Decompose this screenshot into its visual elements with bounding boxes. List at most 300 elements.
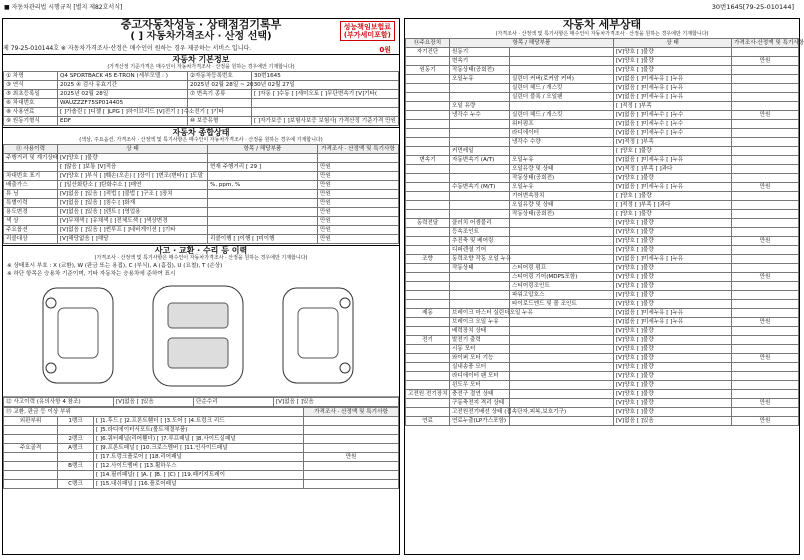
- detail-cell: [V]없음 [ ]미세누유 [ ]누유: [614, 255, 732, 264]
- detail-row: [406, 408, 799, 417]
- detail-cell: 오일누유: [510, 183, 614, 192]
- detail-cell: [450, 93, 510, 102]
- detail-cell: 제동: [406, 309, 450, 318]
- detail-cell: [V]양호 [ ]불량: [614, 57, 732, 66]
- detail-cell: [ ]적정 [ ]부족: [614, 102, 732, 111]
- detail-cell: [V]양호 [ ]불량: [614, 300, 732, 309]
- detail-cell: [406, 120, 450, 129]
- detail-cell: 오일유량 및 상태: [510, 165, 614, 174]
- detail-cell: [732, 381, 799, 390]
- status-row: [4, 190, 399, 199]
- car-right-side: [283, 288, 353, 383]
- detail-cell: [V]양호 [ ]불량: [614, 219, 732, 228]
- detail-cell: 전기: [406, 336, 450, 345]
- status-table: [3, 144, 399, 244]
- detail-row: [406, 246, 799, 255]
- detail-cell: [450, 273, 510, 282]
- detail-row: [406, 192, 799, 201]
- detail-cell: [732, 84, 799, 93]
- exchange-cell: [4, 480, 58, 489]
- status-note: (색상, 주요옵션, 가격조사 · 산정액 및 특기사항은 매수인이 자동차가격조사 · 산정을 원하는 경우에 기재합니다): [79, 137, 323, 143]
- status-header-cell: 가격조사 · 산정액 및 특기사항: [318, 145, 399, 154]
- detail-row: [406, 354, 799, 363]
- detail-cell: [V]양호 [ ]불량: [614, 228, 732, 237]
- detail-cell: [406, 327, 450, 336]
- detail-cell: [510, 345, 614, 354]
- detail-cell: [V]없음 [ ]미세누유 [ ]누유: [614, 75, 732, 84]
- exchange-cell: [ ]17.트렁크플로어 [ ]18.리어패널: [94, 453, 304, 462]
- detail-cell: [406, 408, 450, 417]
- accident-note: (가격조사 · 산정액 및 특기사항은 매수인이 자동차가격조사 · 산정을 원하는 경우에만 기재합니다): [94, 255, 308, 261]
- detail-cell: [V]없음 [ ]있음: [614, 417, 732, 426]
- detail-cell: [406, 57, 450, 66]
- detail-cell: 만원: [732, 237, 799, 246]
- detail-row: [406, 291, 799, 300]
- detail-cell: [510, 66, 614, 75]
- detail-cell: [V]없음 [ ]미세누수 [ ]누수: [614, 111, 732, 120]
- detail-cell: [406, 237, 450, 246]
- detail-row: [406, 255, 799, 264]
- exchange-cell: [ ]9.프론트패널 [ ]10.크로스멤버 [ ]11.인사이드패널: [94, 444, 304, 453]
- car-rear-window: [168, 338, 228, 368]
- status-row: [4, 199, 399, 208]
- exchange-price-cell: [304, 462, 399, 471]
- detail-cell: [406, 381, 450, 390]
- detail-cell: 파워고압호스: [510, 291, 614, 300]
- detail-cell: [510, 102, 614, 111]
- status-cell: 튜 닝: [4, 190, 58, 199]
- detail-row: [406, 381, 799, 390]
- detail-header-cell: ⑭주요장치: [406, 39, 450, 48]
- status-cell: [208, 199, 318, 208]
- accident-cell: [V]없음 [ ]있음: [114, 398, 194, 407]
- detail-cell: [ ]양호 [ ]불량: [614, 192, 732, 201]
- basic-info-row: [4, 90, 399, 99]
- exchange-row: [4, 453, 399, 462]
- status-cell: 주행거리 및 계기상태: [4, 154, 58, 163]
- detail-cell: 실린더 헤드 / 개스킷: [510, 84, 614, 93]
- detail-cell: [V]없음 [ ]미세누유 [ ]누유: [614, 84, 732, 93]
- detail-cell: 조향: [406, 255, 450, 264]
- status-cell: [V]없음 [ ]있음 [ ]렌트 [ ]영업용: [58, 208, 208, 217]
- detail-cell: 만원: [732, 111, 799, 120]
- detail-cell: [732, 129, 799, 138]
- detail-cell: [732, 327, 799, 336]
- detail-cell: [732, 309, 799, 318]
- car-left-wheel-rear: [46, 363, 56, 373]
- basic-info-row: [4, 108, 399, 117]
- status-cell: 용도변경: [4, 208, 58, 217]
- exchange-price-header: 가격조사 · 산정액 및 특기사항: [304, 408, 399, 417]
- exchange-row: [4, 444, 399, 453]
- detail-row: [406, 345, 799, 354]
- status-cell: [V]없음 [ ]있음 [ ]침수 [ ]화재: [58, 199, 208, 208]
- exchange-price-cell: [304, 435, 399, 444]
- detail-cell: 만원: [732, 417, 799, 426]
- detail-cell: 실린더 블록 / 오일팬: [510, 93, 614, 102]
- detail-cell: [406, 246, 450, 255]
- basic-info-cell: 2025년 02월 28일: [58, 90, 188, 99]
- exchange-cell: 2랭크: [58, 435, 94, 444]
- status-row: [4, 181, 399, 190]
- detail-cell: [406, 102, 450, 111]
- detail-cell: [510, 417, 614, 426]
- detail-cell: [V]없음 [ ]미세누유 [ ]누유: [614, 309, 732, 318]
- detail-title: 자동차 세부상태: [562, 18, 642, 31]
- status-cell: 만원: [318, 235, 399, 244]
- detail-row: [406, 363, 799, 372]
- detail-cell: 기어변속장치: [510, 192, 614, 201]
- detail-cell: [V]양호 [ ]불량: [614, 372, 732, 381]
- detail-cell: 만원: [732, 399, 799, 408]
- status-cell: 특별이력: [4, 199, 58, 208]
- detail-cell: 충전구 절연 상태: [450, 390, 510, 399]
- detail-cell: 원동기: [406, 66, 450, 75]
- detail-cell: [510, 354, 614, 363]
- detail-cell: [V]양호 [ ]불량: [614, 327, 732, 336]
- status-cell: 주요옵션: [4, 226, 58, 235]
- car-diagram: [3, 278, 399, 397]
- detail-cell: 추진축 및 베어링: [450, 237, 510, 246]
- detail-cell: [V]없음 [ ]미세누유 [ ]누유: [614, 318, 732, 327]
- basic-info-cell: [188, 99, 252, 108]
- status-row: [4, 154, 399, 163]
- detail-cell: [732, 291, 799, 300]
- detail-row: [406, 300, 799, 309]
- exchange-cell: [4, 453, 58, 462]
- status-cell: 만원: [318, 172, 399, 181]
- detail-cell: [732, 363, 799, 372]
- detail-cell: [732, 408, 799, 417]
- detail-cell: 실린더 헤드 / 개스킷: [510, 111, 614, 120]
- accident-row: [4, 398, 399, 407]
- detail-cell: 스티어링 기어(MDPS포함): [510, 273, 614, 282]
- detail-cell: [406, 282, 450, 291]
- status-cell: [4, 163, 58, 172]
- status-cell: 만원: [318, 199, 399, 208]
- detail-cell: 브레이크 오일 누유: [450, 318, 510, 327]
- detail-row: [406, 372, 799, 381]
- status-row: [4, 208, 399, 217]
- exchange-cell: [ ]12.사이드멤버 [ ]13.휠하우스: [94, 462, 304, 471]
- exchange-cell: [4, 435, 58, 444]
- status-row: [4, 235, 399, 244]
- basic-info-cell: ⑤ 최초등록일: [4, 90, 58, 99]
- detail-row: [406, 156, 799, 165]
- detail-cell: 냉각수 누수: [450, 111, 510, 120]
- detail-cell: 발전기 출력: [450, 336, 510, 345]
- form-reference: ■ 자동차관리법 시행규칙 [별지 제82호서식]: [4, 4, 123, 11]
- exchange-cell: [58, 453, 94, 462]
- detail-cell: [V]없음 [ ]미세누수 [ ]누수: [614, 120, 732, 129]
- status-cell: [208, 154, 318, 163]
- basic-info-cell: ⑧ 사용연료: [4, 108, 58, 117]
- exchange-row: [4, 462, 399, 471]
- exchange-price-cell: [304, 417, 399, 426]
- detail-cell: [732, 138, 799, 147]
- car-top-view: [153, 286, 243, 386]
- detail-cell: [450, 282, 510, 291]
- detail-cell: [450, 201, 510, 210]
- basic-info-cell: ⑦ 변속기 종류: [188, 90, 252, 99]
- detail-cell: 오일 유량: [450, 102, 510, 111]
- status-cell: 만원: [318, 226, 399, 235]
- detail-row: [406, 417, 799, 426]
- record-meta: 제 79-25-010144호 ※ 자동차가격조사·산정은 매수인이 원하는 경우 제공하는 서비스 입니다.: [3, 45, 252, 52]
- detail-cell: [510, 327, 614, 336]
- accident-cell: ⑫ 사고이력 (유의사항 4 참조): [4, 398, 114, 407]
- detail-cell: 타이로드엔드 및 볼 조인트: [510, 300, 614, 309]
- detail-cell: 오일누유: [510, 156, 614, 165]
- detail-cell: [450, 129, 510, 138]
- status-cell: 배출가스: [4, 181, 58, 190]
- basic-info-cell: [ ]가솔린 [ ]디젤 [ ]LPG [ ]하이브리드 [V]전기 [ ]수소전기 [ ]기타: [58, 108, 188, 117]
- exchange-cell: [58, 471, 94, 480]
- basic-info-title: 자동차 기본정보: [3, 54, 399, 64]
- detail-cell: [V]없음 [ ]미세누유 [ ]누유: [614, 156, 732, 165]
- exchange-cell: [ ]5.라디에이터서포트(볼트체결부품): [94, 426, 304, 435]
- detail-cell: 구동축전지 격리 상태: [450, 399, 510, 408]
- detail-cell: [V]양호 [ ]불량: [614, 282, 732, 291]
- detail-row: [406, 102, 799, 111]
- detail-cell: [510, 363, 614, 372]
- basic-info-cell: [ ]자가보증 [ ]보험사보증 보험사| 가격산정 기준가격 만원: [252, 117, 399, 126]
- detail-row: [406, 120, 799, 129]
- detail-cell: 작동상태(공회전): [510, 210, 614, 219]
- detail-row: [406, 390, 799, 399]
- detail-cell: 스티어링 펌프: [510, 264, 614, 273]
- detail-row: [406, 174, 799, 183]
- car-left-window: [58, 308, 98, 358]
- accident-cell: [V]없음 [ ]있음: [274, 398, 399, 407]
- detail-cell: 배력장치 상태: [450, 327, 510, 336]
- detail-row: [406, 282, 799, 291]
- detail-cell: [406, 399, 450, 408]
- detail-cell: 실린더 커버(로커암 커버): [510, 75, 614, 84]
- basic-info-row: [4, 99, 399, 108]
- detail-cell: [406, 372, 450, 381]
- detail-row: [406, 57, 799, 66]
- detail-row: [406, 264, 799, 273]
- status-cell: [V]없음 [ ]있음 [ ]썬루프 [ ]네비게이션 [ ]기타: [58, 226, 208, 235]
- detail-row: [406, 48, 799, 57]
- detail-cell: [V]양호 [ ]불량: [614, 408, 732, 417]
- detail-row: [406, 237, 799, 246]
- detail-row: [406, 111, 799, 120]
- detail-cell: [510, 318, 614, 327]
- right-panel: [404, 18, 804, 555]
- accident-legend-2: ※ 하단 항목은 승용차 기준이며, 기타 자동차는 승용차에 준하여 표시: [7, 271, 176, 277]
- detail-cell: [510, 255, 614, 264]
- detail-cell: [V]적정 [ ]부족 [ ]과다: [614, 165, 732, 174]
- detail-cell: [ ]양호 [ ]불량: [614, 210, 732, 219]
- exchange-cell: 외판부위: [4, 417, 58, 426]
- detail-cell: [406, 264, 450, 273]
- detail-cell: [406, 183, 450, 192]
- status-cell: %, ppm, %: [208, 181, 318, 190]
- detail-row: [406, 318, 799, 327]
- detail-cell: [732, 147, 799, 156]
- status-cell: [318, 154, 399, 163]
- status-cell: 만원: [318, 181, 399, 190]
- status-cell: [ ]많음 [ ]보통 [V]적음: [58, 163, 208, 172]
- detail-cell: 자기진단: [406, 48, 450, 57]
- status-row: [4, 163, 399, 172]
- status-cell: [208, 226, 318, 235]
- detail-cell: [406, 201, 450, 210]
- status-cell: 현재 주행거리 [ 29 ]: [208, 163, 318, 172]
- detail-cell: [450, 120, 510, 129]
- exchange-cell: C랭크: [58, 480, 94, 489]
- page-title: 중고자동차성능 · 상태점검기록부: [120, 18, 282, 31]
- detail-cell: [406, 111, 450, 120]
- detail-cell: [V]없음 [ ]미세누수 [ ]누수: [614, 129, 732, 138]
- car-right-wheel-rear: [340, 363, 350, 373]
- detail-cell: 라디에이터 팬 모터: [450, 372, 510, 381]
- exchange-price-cell: [304, 444, 399, 453]
- exchange-cell: [58, 426, 94, 435]
- basic-info-cell: ⑩ 보증유형: [188, 117, 252, 126]
- detail-cell: 동력전달: [406, 219, 450, 228]
- basic-info-cell: 2025 ④ 검사 유효기간: [58, 81, 188, 90]
- detail-cell: 작동상태(공회전): [510, 174, 614, 183]
- basic-info-cell: [ ]자동 [ ]수동 [ ]세미오토 [ ]무단변속기 [V]기타(: [252, 90, 399, 99]
- detail-cell: [450, 291, 510, 300]
- detail-cell: [510, 372, 614, 381]
- detail-row: [406, 336, 799, 345]
- detail-cell: [510, 246, 614, 255]
- detail-table: [405, 38, 804, 426]
- detail-row: [406, 210, 799, 219]
- basic-info-cell: Q4 SPORTBACK 45 E-TRON (세부모델 : ): [58, 72, 188, 81]
- status-cell: 차대번호 표기: [4, 172, 58, 181]
- detail-cell: [732, 48, 799, 57]
- detail-cell: [406, 147, 450, 156]
- detail-cell: [406, 210, 450, 219]
- insurance-price: 0원: [379, 46, 391, 54]
- status-cell: [ ]일산화탄소 [ ]탄화수소 [ ]매연: [58, 181, 208, 190]
- detail-cell: [V]없음 [ ]미세누유 [ ]누유: [614, 93, 732, 102]
- detail-row: [406, 273, 799, 282]
- car-diagram-svg: [3, 278, 397, 396]
- basic-info-cell: 2025년 02월 28일 ~ 2030년 02월 27일: [188, 81, 252, 90]
- status-cell: [208, 208, 318, 217]
- detail-cell: 실내송풍 모터: [450, 363, 510, 372]
- detail-row: [406, 228, 799, 237]
- detail-row: [406, 399, 799, 408]
- exchange-table: [3, 407, 399, 489]
- detail-cell: 동력조향 작동 오일 누유: [450, 255, 510, 264]
- basic-info-cell: ②자동차등록번호: [188, 72, 252, 81]
- detail-cell: [732, 102, 799, 111]
- detail-cell: 만원: [732, 354, 799, 363]
- basic-info-cell: ⑨ 원동기형식: [4, 117, 58, 126]
- detail-cell: 고전원 전기장치: [406, 390, 450, 399]
- detail-cell: [732, 192, 799, 201]
- detail-cell: [406, 273, 450, 282]
- detail-cell: [ ]적정 [ ]부족 [ ]과다: [614, 201, 732, 210]
- detail-cell: 만원: [732, 273, 799, 282]
- detail-cell: [732, 255, 799, 264]
- status-cell: [208, 172, 318, 181]
- detail-cell: [V]없음 [ ]미세누유 [ ]누유: [614, 183, 732, 192]
- status-title: 자동차 종합상태: [3, 127, 399, 137]
- detail-cell: [510, 336, 614, 345]
- detail-cell: 오일누유: [450, 75, 510, 84]
- detail-cell: [510, 399, 614, 408]
- left-panel: [2, 18, 400, 555]
- detail-cell: [510, 381, 614, 390]
- exchange-cell: A랭크: [58, 444, 94, 453]
- car-left-wheel-front: [46, 298, 56, 308]
- exchange-header-row: [4, 408, 399, 417]
- detail-cell: [V]양호 [ ]불량: [614, 246, 732, 255]
- exchange-cell: [4, 471, 58, 480]
- exchange-price-cell: 만원: [304, 453, 399, 462]
- car-right-window: [298, 308, 338, 358]
- detail-cell: [V]양호 [ ]불량: [614, 354, 732, 363]
- detail-row: [406, 147, 799, 156]
- basic-info-cell: [252, 99, 399, 108]
- detail-cell: [V]양호 [ ]불량: [614, 381, 732, 390]
- detail-cell: [732, 345, 799, 354]
- detail-cell: [406, 318, 450, 327]
- basic-info-cell: [252, 108, 399, 117]
- car-right-wheel-front: [340, 298, 350, 308]
- detail-row: [406, 183, 799, 192]
- detail-row: [406, 327, 799, 336]
- detail-row: [406, 75, 799, 84]
- detail-cell: [V]양호 [ ]불량: [614, 336, 732, 345]
- status-header-cell: 항목 / 해당부품: [208, 145, 318, 154]
- status-header-row: [4, 145, 399, 154]
- detail-cell: [V]양호 [ ]불량: [614, 291, 732, 300]
- detail-row: [406, 165, 799, 174]
- detail-cell: [406, 93, 450, 102]
- detail-row: [406, 84, 799, 93]
- detail-cell: [V]양호 [ ]불량: [614, 363, 732, 372]
- status-cell: 만원: [318, 190, 399, 199]
- detail-cell: [510, 48, 614, 57]
- exchange-row: [4, 417, 399, 426]
- status-cell: 리콜이행 [ ]이행 [ ]미이행: [208, 235, 318, 244]
- detail-cell: [450, 210, 510, 219]
- detail-cell: [406, 354, 450, 363]
- exchange-title-cell: ⑬ 교환, 판금 등 이상 부위: [4, 408, 304, 417]
- detail-cell: [732, 201, 799, 210]
- detail-cell: [732, 336, 799, 345]
- exchange-cell: [ ]1.후드 [ ]2.프론트휀더 [ ]3.도어 [ ]4.트렁크 리드: [94, 417, 304, 426]
- status-cell: [V]무채색 [ ]유채색 [ ]전체도색 [ ]색상변경: [58, 217, 208, 226]
- status-header-cell: 상 태: [58, 145, 208, 154]
- detail-cell: 만원: [732, 183, 799, 192]
- car-left-side: [43, 288, 113, 383]
- status-header-cell: ⑪ 사용이력: [4, 145, 58, 154]
- status-row: [4, 226, 399, 235]
- status-row: [4, 217, 399, 226]
- detail-cell: [450, 174, 510, 183]
- detail-cell: 원동기: [450, 48, 510, 57]
- detail-header-cell: 가격조사·산정액 및 특기사항: [732, 39, 799, 48]
- detail-cell: [732, 228, 799, 237]
- exchange-cell: [4, 462, 58, 471]
- detail-cell: 작동상태: [450, 264, 510, 273]
- exchange-cell: [ ]6.쿼터패널(리어휀더) [ ]7.루프패널 [ ]8.사이드실패널: [94, 435, 304, 444]
- detail-cell: [406, 129, 450, 138]
- detail-cell: [510, 228, 614, 237]
- detail-cell: 연료: [406, 417, 450, 426]
- detail-row: [406, 93, 799, 102]
